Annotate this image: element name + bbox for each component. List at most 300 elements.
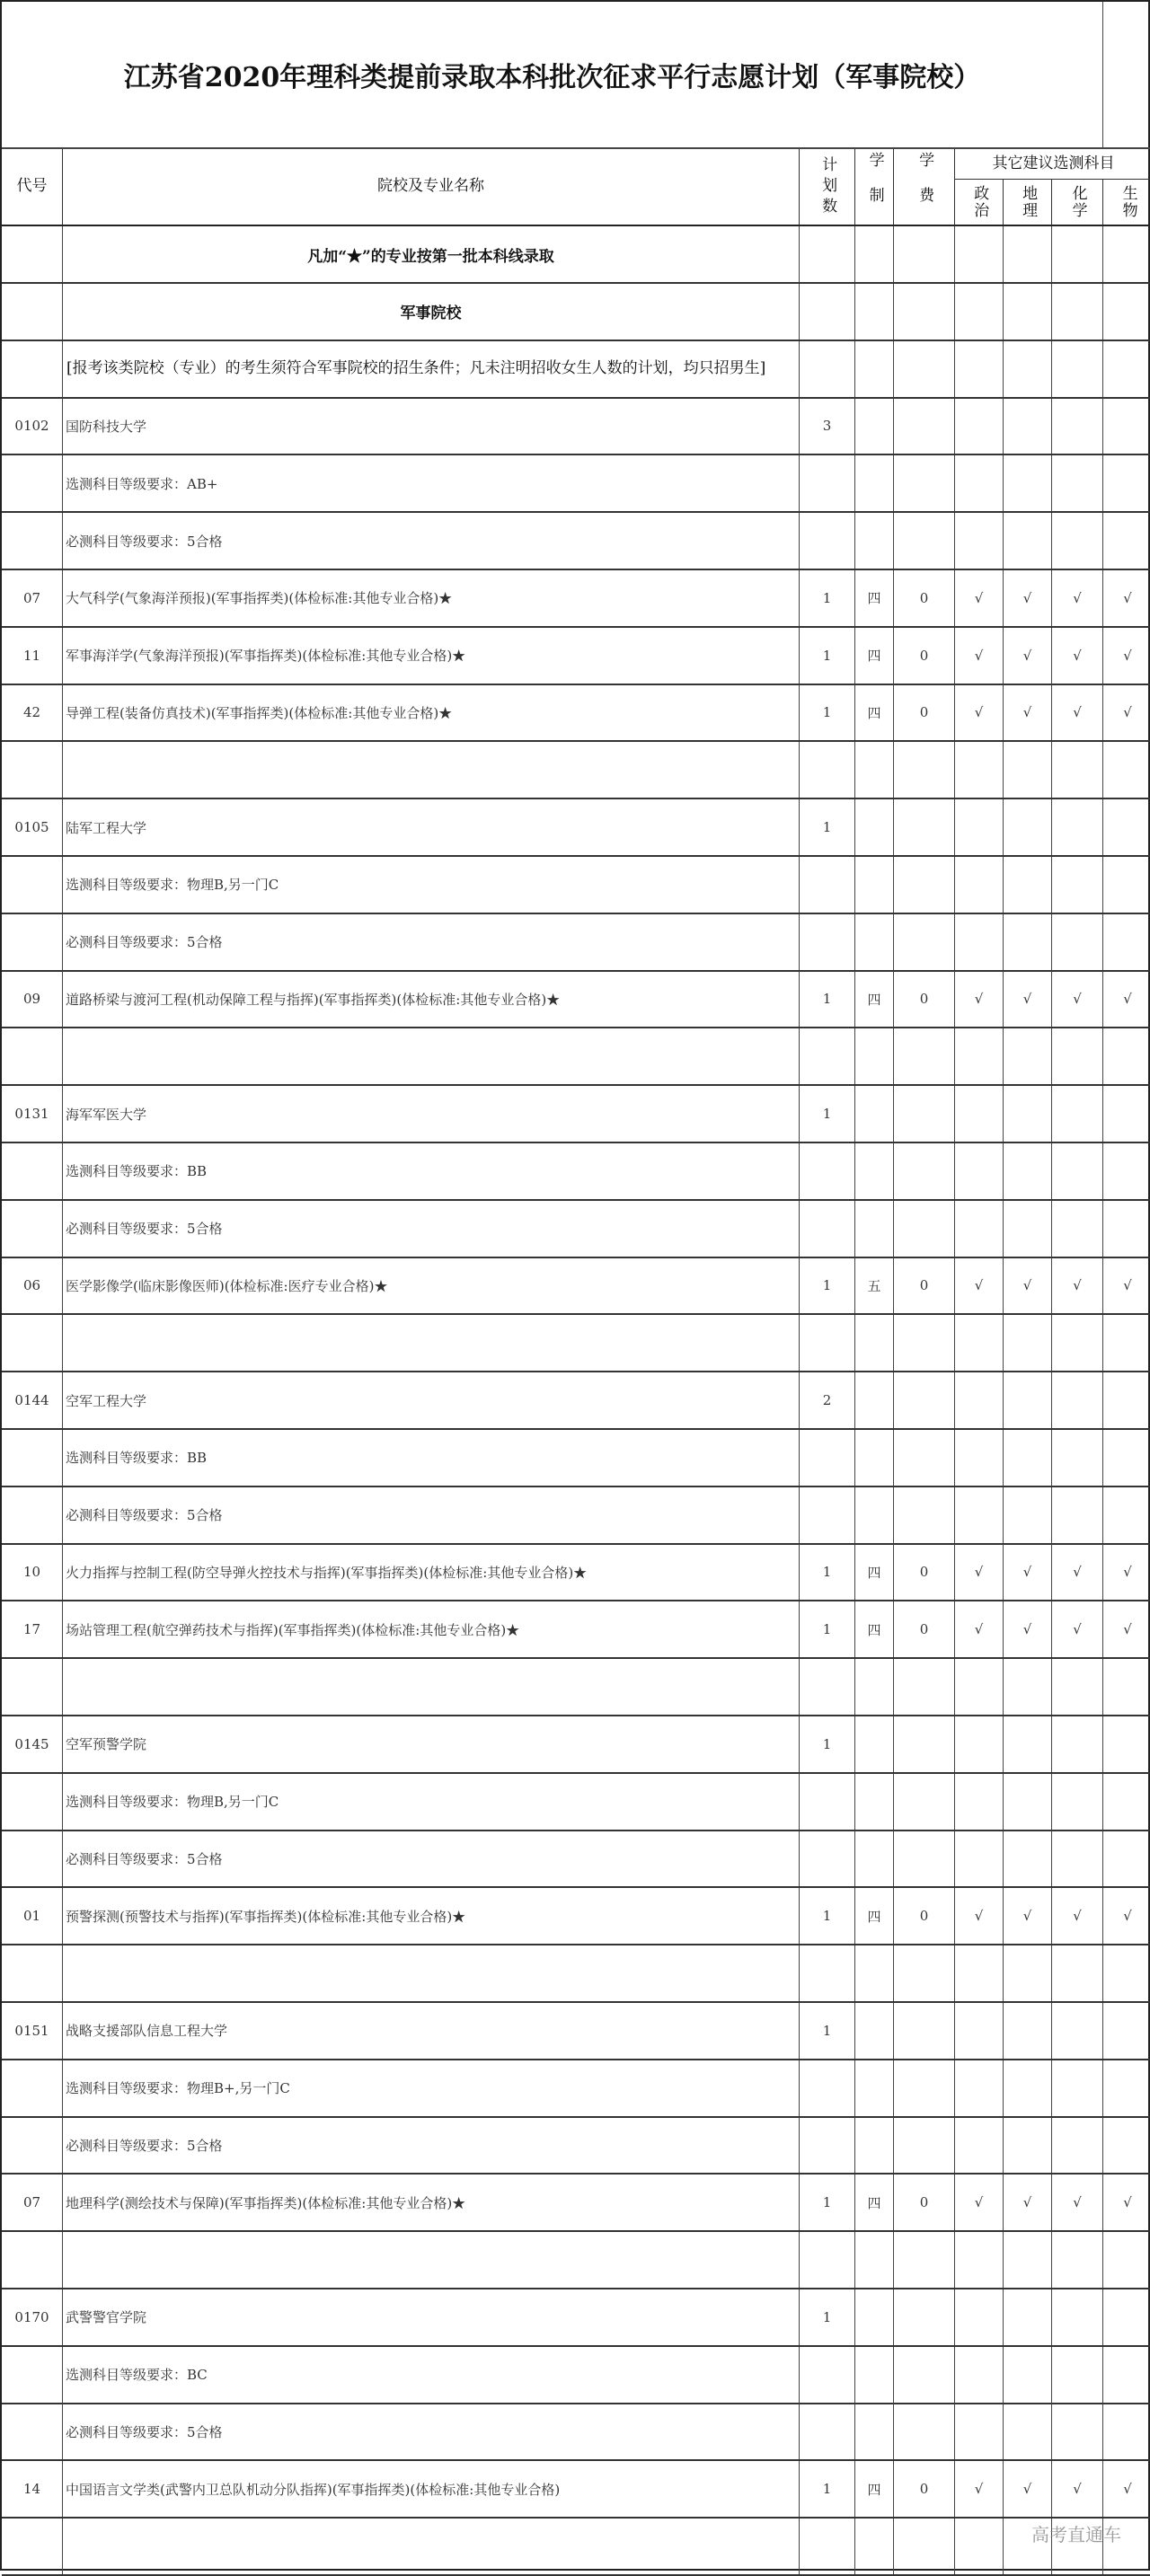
fee-cell — [894, 1315, 955, 1371]
fee-cell: 0 — [894, 971, 955, 1027]
duration-cell — [855, 2060, 894, 2116]
code-cell — [2, 513, 63, 569]
check-geography — [1004, 857, 1052, 913]
check-politics: √ — [955, 628, 1004, 684]
plan-cell: 1 — [800, 1888, 855, 1944]
fee-cell — [894, 1028, 955, 1084]
code-cell: 14 — [2, 2461, 63, 2517]
table-row — [2, 1201, 1150, 1258]
name-cell — [63, 2519, 800, 2574]
code-cell: 17 — [2, 1601, 63, 1657]
duration-cell — [855, 1945, 894, 2001]
code-cell — [2, 2404, 63, 2459]
name-cell: 必测科目等级要求：5合格 — [63, 1487, 800, 1543]
table-row — [2, 2117, 1150, 2175]
page-title: 江苏省2020年理科类提前录取本科批次征求平行志愿计划（军事院校） — [2, 2, 1103, 149]
duration-cell: 四 — [855, 971, 894, 1027]
check-chemistry — [1052, 2003, 1103, 2059]
table-row — [2, 455, 1150, 513]
check-geography — [1004, 513, 1052, 569]
plan-cell: 1 — [800, 1601, 855, 1657]
check-geography — [1004, 1028, 1052, 1084]
fee-cell: 0 — [894, 1544, 955, 1600]
check-politics — [955, 857, 1004, 913]
duration-cell — [855, 513, 894, 569]
check-politics — [955, 341, 1004, 397]
check-chemistry — [1052, 1774, 1103, 1830]
code-cell — [2, 1487, 63, 1543]
check-biology: √ — [1123, 2481, 1132, 2498]
check-politics — [955, 2060, 1004, 2116]
duration-cell — [855, 1487, 894, 1543]
duration-cell — [855, 2289, 894, 2345]
check-chemistry — [1052, 2347, 1103, 2403]
duration-cell — [855, 398, 894, 454]
header-plan: 计划数 — [818, 155, 837, 218]
table-row — [2, 2519, 1150, 2576]
table-row — [2, 684, 1150, 742]
plan-cell — [800, 2117, 855, 2173]
check-geography — [1004, 1372, 1052, 1428]
fee-cell — [894, 2003, 955, 2059]
duration-cell — [855, 2003, 894, 2059]
duration-cell — [855, 799, 894, 855]
fee-cell — [894, 1143, 955, 1199]
check-geography — [1004, 1201, 1052, 1257]
plan-cell — [800, 1430, 855, 1486]
check-politics: √ — [955, 1257, 1004, 1313]
check-biology — [1103, 2117, 1150, 2173]
check-geography — [1004, 2404, 1052, 2459]
check-politics: √ — [955, 1544, 1004, 1600]
duration-cell — [855, 2404, 894, 2459]
check-geography — [1004, 2117, 1052, 2173]
duration-cell: 四 — [855, 1601, 894, 1657]
check-geography — [1004, 2060, 1052, 2116]
plan-cell: 3 — [800, 398, 855, 454]
header-subject: 生物 — [1119, 185, 1137, 219]
check-biology — [1103, 1945, 1150, 2001]
duration-cell — [855, 2117, 894, 2173]
table-row — [2, 914, 1150, 972]
check-chemistry — [1052, 226, 1103, 282]
name-cell: 中国语言文学类(武警内卫总队机动分队指挥)(军事指挥类)(体检标准:其他专业合格) — [63, 2461, 800, 2517]
fee-cell — [894, 1774, 955, 1830]
fee-cell — [894, 1831, 955, 1886]
check-biology — [1103, 2232, 1150, 2288]
check-chemistry — [1052, 799, 1103, 855]
code-cell — [2, 1945, 63, 2001]
fee-cell — [894, 1430, 955, 1486]
check-chemistry — [1052, 398, 1103, 454]
check-chemistry — [1052, 2117, 1103, 2173]
check-biology: √ — [1123, 991, 1132, 1008]
check-geography: √ — [1004, 1888, 1052, 1944]
code-cell — [2, 226, 63, 282]
plan-cell: 1 — [800, 2289, 855, 2345]
check-politics — [955, 1201, 1004, 1257]
duration-cell — [855, 1372, 894, 1428]
duration-cell — [855, 1201, 894, 1257]
plan-cell: 1 — [800, 628, 855, 684]
duration-cell: 四 — [855, 570, 894, 626]
check-chemistry: √ — [1052, 2175, 1103, 2230]
table-row — [2, 971, 1150, 1028]
code-cell — [2, 1201, 63, 1257]
table-row — [2, 1372, 1150, 1430]
code-cell: 09 — [2, 971, 63, 1027]
plan-cell — [800, 2519, 855, 2574]
plan-cell — [800, 2060, 855, 2116]
fee-cell — [894, 398, 955, 454]
code-cell: 06 — [2, 1257, 63, 1313]
name-cell: [报考该类院校（专业）的考生须符合军事院校的招生条件；凡未注明招收女生人数的计划，均只招男生] — [63, 341, 800, 397]
name-cell: 必测科目等级要求：5合格 — [63, 2404, 800, 2459]
check-chemistry — [1052, 1143, 1103, 1199]
check-biology — [1103, 914, 1150, 970]
check-chemistry: √ — [1052, 971, 1103, 1027]
name-cell: 必测科目等级要求：5合格 — [63, 1201, 800, 1257]
name-cell — [63, 1945, 800, 2001]
fee-cell — [894, 455, 955, 511]
check-politics — [955, 2232, 1004, 2288]
check-biology — [1103, 513, 1150, 569]
code-cell — [2, 455, 63, 511]
duration-cell — [855, 914, 894, 970]
table-row — [2, 1028, 1150, 1086]
check-politics: √ — [955, 2175, 1004, 2230]
fee-cell — [894, 857, 955, 913]
check-chemistry — [1052, 1201, 1103, 1257]
code-cell — [2, 1659, 63, 1715]
code-cell: 0145 — [2, 1716, 63, 1772]
name-cell: 火力指挥与控制工程(防空导弹火控技术与指挥)(军事指挥类)(体检标准:其他专业合格)★ — [63, 1544, 800, 1600]
check-chemistry — [1052, 1430, 1103, 1486]
duration-cell — [855, 1028, 894, 1084]
name-cell: 战略支援部队信息工程大学 — [63, 2003, 800, 2059]
check-chemistry: √ — [1052, 684, 1103, 740]
check-politics — [955, 1945, 1004, 2001]
check-biology: √ — [1123, 1908, 1132, 1925]
duration-cell — [855, 455, 894, 511]
name-cell: 选测科目等级要求：物理B,另一门C — [63, 857, 800, 913]
check-chemistry — [1052, 2232, 1103, 2288]
check-biology — [1103, 1143, 1150, 1199]
code-cell — [2, 857, 63, 913]
check-geography — [1004, 2003, 1052, 2059]
check-politics — [955, 2117, 1004, 2173]
fee-cell: 0 — [894, 2461, 955, 2517]
table-row — [2, 1487, 1150, 1545]
name-cell: 选测科目等级要求：BB — [63, 1430, 800, 1486]
check-politics — [955, 455, 1004, 511]
check-chemistry — [1052, 2060, 1103, 2116]
check-chemistry — [1052, 742, 1103, 798]
check-biology — [1103, 1487, 1150, 1543]
check-biology: √ — [1123, 704, 1132, 721]
fee-cell — [894, 2347, 955, 2403]
plan-cell — [800, 1945, 855, 2001]
check-geography — [1004, 398, 1052, 454]
table-row — [2, 341, 1150, 399]
check-biology — [1103, 2060, 1150, 2116]
code-cell — [2, 2117, 63, 2173]
name-cell: 空军工程大学 — [63, 1372, 800, 1428]
name-cell: 军事海洋学(气象海洋预报)(军事指挥类)(体检标准:其他专业合格)★ — [63, 628, 800, 684]
plan-cell — [800, 1315, 855, 1371]
check-chemistry — [1052, 857, 1103, 913]
table-row — [2, 284, 1150, 341]
fee-cell — [894, 2519, 955, 2574]
name-cell: 必测科目等级要求：5合格 — [63, 914, 800, 970]
name-cell: 医学影像学(临床影像医师)(体检标准:医疗专业合格)★ — [63, 1257, 800, 1313]
duration-cell — [855, 1831, 894, 1886]
check-politics: √ — [955, 1601, 1004, 1657]
check-chemistry — [1052, 1028, 1103, 1084]
check-chemistry — [1052, 1487, 1103, 1543]
name-cell: 空军预警学院 — [63, 1716, 800, 1772]
plan-cell — [800, 2404, 855, 2459]
plan-cell: 1 — [800, 971, 855, 1027]
check-geography: √ — [1004, 2461, 1052, 2517]
check-politics — [955, 2289, 1004, 2345]
check-politics: √ — [955, 2461, 1004, 2517]
fee-cell: 0 — [894, 1257, 955, 1313]
plan-cell: 1 — [800, 570, 855, 626]
name-cell: 必测科目等级要求：5合格 — [63, 1831, 800, 1886]
fee-cell — [894, 2232, 955, 2288]
name-cell: 必测科目等级要求：5合格 — [63, 513, 800, 569]
table-row — [2, 1716, 1150, 1774]
check-chemistry — [1052, 455, 1103, 511]
fee-cell — [894, 1659, 955, 1715]
check-politics — [955, 2404, 1004, 2459]
duration-cell — [855, 2519, 894, 2574]
check-geography: √ — [1004, 570, 1052, 626]
check-biology — [1103, 742, 1150, 798]
check-biology — [1103, 2003, 1150, 2059]
name-cell: 武警警官学院 — [63, 2289, 800, 2345]
check-biology — [1103, 1372, 1150, 1428]
table-row — [2, 742, 1150, 799]
header-other: 其它建议选测科目 — [955, 149, 1150, 180]
check-biology — [1103, 1716, 1150, 1772]
check-geography: √ — [1004, 971, 1052, 1027]
check-geography — [1004, 1315, 1052, 1371]
code-cell: 42 — [2, 684, 63, 740]
check-biology — [1103, 1086, 1150, 1142]
plan-cell — [800, 455, 855, 511]
code-cell — [2, 742, 63, 798]
code-cell — [2, 1430, 63, 1486]
name-cell: 道路桥梁与渡河工程(机动保障工程与指挥)(军事指挥类)(体检标准:其他专业合格)★ — [63, 971, 800, 1027]
check-geography: √ — [1004, 684, 1052, 740]
check-politics — [955, 2347, 1004, 2403]
check-politics: √ — [955, 570, 1004, 626]
check-politics — [955, 742, 1004, 798]
check-biology — [1103, 226, 1150, 282]
table-row — [2, 1315, 1150, 1372]
check-biology — [1103, 1028, 1150, 1084]
check-biology: √ — [1123, 589, 1132, 606]
fee-cell: 0 — [894, 684, 955, 740]
check-politics: √ — [955, 684, 1004, 740]
duration-cell — [855, 2232, 894, 2288]
table-row — [2, 2175, 1150, 2232]
plan-cell — [800, 513, 855, 569]
check-politics — [955, 1430, 1004, 1486]
name-cell — [63, 742, 800, 798]
plan-cell: 1 — [800, 799, 855, 855]
table-row — [2, 628, 1150, 685]
fee-cell — [894, 2060, 955, 2116]
name-cell: 选测科目等级要求：BC — [63, 2347, 800, 2403]
check-chemistry — [1052, 1716, 1103, 1772]
fee-cell: 0 — [894, 2175, 955, 2230]
duration-cell — [855, 1430, 894, 1486]
duration-cell — [855, 1143, 894, 1199]
table-row — [2, 2404, 1150, 2461]
check-politics — [955, 799, 1004, 855]
table-row — [2, 1430, 1150, 1487]
check-biology — [1103, 1831, 1150, 1886]
check-biology — [1103, 455, 1150, 511]
plan-cell — [800, 1659, 855, 1715]
check-chemistry: √ — [1052, 2461, 1103, 2517]
table-row — [2, 2060, 1150, 2118]
check-biology — [1103, 341, 1150, 397]
check-biology — [1103, 1659, 1150, 1715]
table-row — [2, 1888, 1150, 1945]
name-cell — [63, 1659, 800, 1715]
duration-cell: 四 — [855, 628, 894, 684]
fee-cell — [894, 1201, 955, 1257]
table-row — [2, 2289, 1150, 2347]
code-cell: 11 — [2, 628, 63, 684]
duration-cell — [855, 341, 894, 397]
table-row — [2, 2347, 1150, 2404]
code-cell — [2, 1315, 63, 1371]
table-row — [2, 1257, 1150, 1315]
plan-cell: 1 — [800, 1716, 855, 1772]
code-cell: 0170 — [2, 2289, 63, 2345]
check-geography: √ — [1004, 1257, 1052, 1313]
name-cell: 导弹工程(装备仿真技术)(军事指挥类)(体检标准:其他专业合格)★ — [63, 684, 800, 740]
name-cell — [63, 2232, 800, 2288]
duration-cell: 四 — [855, 1888, 894, 1944]
header-name: 院校及专业名称 — [63, 149, 800, 226]
name-cell — [63, 1315, 800, 1371]
name-cell: 选测科目等级要求：物理B,另一门C — [63, 1774, 800, 1830]
check-politics — [955, 1659, 1004, 1715]
check-geography — [1004, 914, 1052, 970]
check-geography — [1004, 1430, 1052, 1486]
check-geography — [1004, 1143, 1052, 1199]
check-biology: √ — [1123, 2194, 1132, 2211]
table-row — [2, 1143, 1150, 1201]
duration-cell: 四 — [855, 1544, 894, 1600]
code-cell: 0102 — [2, 398, 63, 454]
name-cell: 凡加“★”的专业按第一批本科线录取 — [63, 226, 800, 282]
header-subject: 政治 — [970, 185, 989, 219]
code-cell: 0151 — [2, 2003, 63, 2059]
name-cell: 国防科技大学 — [63, 398, 800, 454]
fee-cell — [894, 1945, 955, 2001]
check-chemistry: √ — [1052, 1888, 1103, 1944]
duration-cell — [855, 1774, 894, 1830]
code-cell: 0105 — [2, 799, 63, 855]
code-cell — [2, 1774, 63, 1830]
check-geography — [1004, 1659, 1052, 1715]
code-cell — [2, 2232, 63, 2288]
check-biology — [1103, 398, 1150, 454]
fee-cell — [894, 513, 955, 569]
check-politics — [955, 2519, 1004, 2574]
duration-cell — [855, 226, 894, 282]
fee-cell — [894, 226, 955, 282]
plan-cell: 1 — [800, 2175, 855, 2230]
fee-cell — [894, 799, 955, 855]
duration-cell: 五 — [855, 1257, 894, 1313]
table-row — [2, 1086, 1150, 1143]
check-chemistry — [1052, 341, 1103, 397]
check-chemistry — [1052, 513, 1103, 569]
check-geography — [1004, 455, 1052, 511]
check-politics: √ — [955, 971, 1004, 1027]
check-geography — [1004, 799, 1052, 855]
duration-cell — [855, 742, 894, 798]
check-geography — [1004, 1774, 1052, 1830]
name-cell: 大气科学(气象海洋预报)(军事指挥类)(体检标准:其他专业合格)★ — [63, 570, 800, 626]
duration-cell — [855, 2347, 894, 2403]
plan-cell: 1 — [800, 1544, 855, 1600]
plan-cell — [800, 2347, 855, 2403]
duration-cell — [855, 857, 894, 913]
name-cell: 选测科目等级要求：BB — [63, 1143, 800, 1199]
name-cell: 地理科学(测绘技术与保障)(军事指挥类)(体检标准:其他专业合格)★ — [63, 2175, 800, 2230]
code-cell: 0144 — [2, 1372, 63, 1428]
plan-cell — [800, 2232, 855, 2288]
name-cell: 军事院校 — [63, 284, 800, 340]
check-geography — [1004, 1831, 1052, 1886]
plan-cell — [800, 1201, 855, 1257]
check-biology — [1103, 1774, 1150, 1830]
code-cell — [2, 2060, 63, 2116]
code-cell — [2, 1831, 63, 1886]
check-chemistry — [1052, 1659, 1103, 1715]
check-chemistry — [1052, 284, 1103, 340]
table-row — [2, 1945, 1150, 2003]
table-row — [2, 570, 1150, 628]
plan-cell: 1 — [800, 684, 855, 740]
check-biology: √ — [1123, 1621, 1132, 1638]
check-geography — [1004, 742, 1052, 798]
check-biology — [1103, 857, 1150, 913]
name-cell: 预警探测(预警技术与指挥)(军事指挥类)(体检标准:其他专业合格)★ — [63, 1888, 800, 1944]
check-geography: √ — [1004, 1544, 1052, 1600]
name-cell: 场站管理工程(航空弹药技术与指挥)(军事指挥类)(体检标准:其他专业合格)★ — [63, 1601, 800, 1657]
check-politics — [955, 398, 1004, 454]
fee-cell — [894, 1086, 955, 1142]
check-chemistry: √ — [1052, 1544, 1103, 1600]
check-politics — [955, 1774, 1004, 1830]
check-geography — [1004, 341, 1052, 397]
check-biology — [1103, 799, 1150, 855]
fee-cell — [894, 742, 955, 798]
check-biology: √ — [1123, 647, 1132, 664]
code-cell: 01 — [2, 1888, 63, 1944]
check-politics — [955, 1028, 1004, 1084]
